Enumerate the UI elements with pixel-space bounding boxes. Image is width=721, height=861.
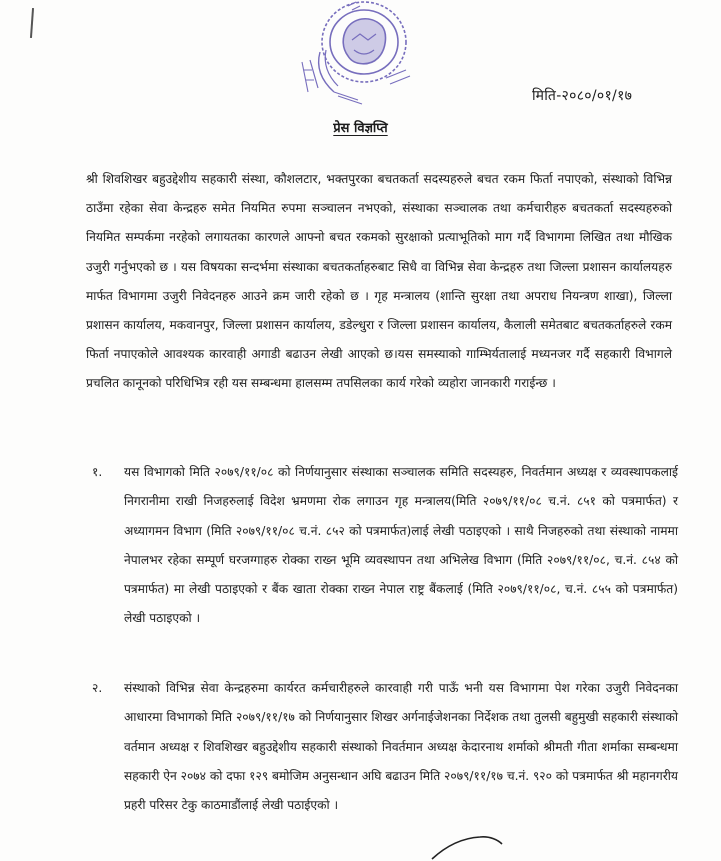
- intro-paragraph: श्री शिवशिखर बहुउद्देशीय सहकारी संस्था, कौशलटार, भक्तपुरका बचतकर्ता सदस्यहरुले बचत रकम फिर्ता नपाएको, संस्थाको विभिन्न ठाउँमा रहेका सेवा केन्द्रहरु समेत नियमित रुपमा सञ्चालन नभएको, संस्थाका सञ्चालक तथा कर्मचारीहरु बचतकर्ता सदस्यहरुको नियमित सम्पर्कमा नरहेको लगायतका कारणले आफ्नो बचत रकमको सुरक्षाको प्रत्याभूतिको माग गर्दै विभागमा लिखित तथा मौखिक उजुरी गर्नुभएको छ । यस विषयका सन्दर्भमा संस्थाका बचतकर्ताहरुबाट सिधै वा विभिन्न सेवा केन्द्रहरु तथा जिल्ला प्रशासन कार्यालयहरु मार्फत विभागमा उजुरी निवेदनहरु आउने क्रम जारी रहेको छ । गृह मन्त्रालय (शान्ति सुरक्षा तथा अपराध नियन्त्रण शाखा), जिल्ला प्रशासन कार्यालय, मकवानपुर, जिल्ला प्रशासन कार्यालय, डडेल्धुरा र जिल्ला प्रशासन कार्यालय, कैलाली समेतबाट बचतकर्ताहरुले रकम फिर्ता नपाएकोले आवश्यक कारवाही अगाडी बढाउन लेखी आएको छ।यस समस्याको गाम्भिर्यतालाई मध्यनजर गर्दै सहकारी विभागले प्रचलित कानूनको परिधिभित्र रही यस सम्बन्धमा हालसम्म तपसिलका कार्य गरेको व्यहोरा जानकारी गराईन्छ ।: [86, 172, 672, 391]
- list-item-text: संस्थाको विभिन्न सेवा केन्द्रहरुमा कार्यरत कर्मचारीहरुले कारवाही गरी पाऊँ भनी यस विभागमा पेश गरेका उजुरी निवेदनका आधारमा विभागको मिति २०७९/११/१७ को निर्णयानुसार शिखर अर्गनाईजेशनका निर्देशक तथा तुलसी बहुमुखी सहकारी संस्थाको वर्तमान अध्यक्ष र शिवशिखर बहुउद्देशीय सहकारी संस्थाको निवर्तमान अध्यक्ष केदारनाथ शर्माको श्रीमती गीता शर्माका सम्बन्धमा सहकारी ऐन २०७४ को दफा १२९ बमोजिम अनुसन्धान अघि बढाउन मिति २०७९/११/१७ च.नं. ९२० को पत्रमार्फत श्री महानगरीय प्रहरी परिसर टेकु काठमाडौंलाई लेखी पठाईएको ।: [124, 681, 678, 813]
- list-item: [92, 674, 678, 820]
- list-item: [92, 458, 678, 634]
- signature-stroke: [428, 832, 508, 861]
- list-item-text: यस विभागको मिति २०७९/११/०८ को निर्णयानुसार संस्थाका सञ्चालक समिति सदस्यहरु, निवर्तमान अध्यक्ष र व्यवस्थापकलाई निगरानीमा राखी निजहरुलाई विदेश भ्रमणमा रोक लगाउन गृह मन्त्रालय(मिति २०७९/११/०८ च.नं. ८५१ को पत्रमार्फत) र अध्यागमन विभाग (मिति २०७९/११/०८ च.नं. ८५२ को पत्रमार्फत)लाई लेखी पठाइएको । साथै निजहरुको तथा संस्थाको नाममा नेपालभर रहेका सम्पूर्ण घरजग्गाहरु रोक्का राख्न भूमि व्यवस्थापन तथा अभिलेख विभाग (मिति २०७९/११/०८, च.नं. ८५४ को पत्रमार्फत) मा लेखी पठाइएको र बैंक खाता रोक्का राख्न नेपाल राष्ट्र बैंकलाई (मिति २०७९/११/०८, च.नं. ८५५ को पत्रमार्फत) लेखी पठाइएको ।: [124, 465, 678, 626]
- official-seal-stamp: [290, 0, 422, 112]
- list-item-number: २.: [92, 681, 103, 695]
- document-title: प्रेस विज्ञप्ति: [333, 121, 388, 136]
- margin-pen-mark: [30, 8, 34, 38]
- issue-date: मिति-२०८०/०१/१७: [532, 88, 633, 104]
- list-item-number: १.: [92, 465, 103, 479]
